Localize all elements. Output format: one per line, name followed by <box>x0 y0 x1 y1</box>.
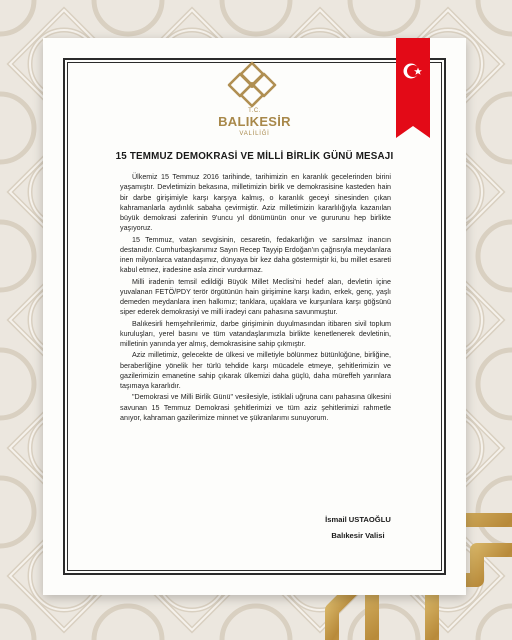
paragraph: Balıkesirli hemşehrilerimiz, darbe girişiminin duyulmasından itibaren sivil toplum kuruluşları, yerel basını ve tüm vatandaşlarımızla birlikte kenetlenerek devletinin, milletinin yanında yer almış, demokrasisine sahip çıkmıştır. <box>120 319 391 348</box>
message-paper <box>43 38 466 595</box>
message-title: 15 TEMMUZ DEMOKRASİ VE MİLLİ BİRLİK GÜNÜ MESAJI <box>115 151 394 162</box>
paragraph: Ülkemiz 15 Temmuz 2016 tarihinde, tarihimizin en karanlık gecelerinden birini yaşamıştır. Devletimizin bekasına, milletimizin birlik ve demokrasisine kasteden hain bir darbe girişimiyle karşı karşıya kalmış, o karanlık geceyi sinesinden çıkan kahramanlarla aydınlık sabaha çevirmiştir. Aziz milletimizin kararlılığıyla kazanılan büyük demokrasi zaferinin 9'uncu yıl dönümünün onur ve gururunu hep birlikte yaşıyoruz. <box>120 173 391 233</box>
paragraph: Milli iradenin temsil edildiği Büyük Millet Meclisi'ni hedef alan, devletin içine yuvalanan FETÖ/PDY terör örgütünün hain girişimine karşı kadın, erkek, genç, yaşlı demeden meydanlara inen halkımız; tanklara, uçaklara ve kurşunlara karşı göğsünü siper ederek demokrasiyi ve milli iradeyi canı pahasına savunmuştur. <box>120 277 391 317</box>
signatory-name: İsmail USTAOĞLU <box>325 515 391 524</box>
paragraph: Aziz milletimiz, gelecekte de ülkesi ve milletiyle bölünmez bütünlüğüne, birliğine, beraberliğine yönelik her türlü tehdide karşı mücadele etmeye, şehitlerimizin ve gazilerimizin emanetine sahip çıkarak ülkemizi daha güçlü, daha müreffeh yarınlara taşımaya kararlıdır. <box>120 351 391 390</box>
governorship-label: VALİLİĞİ <box>239 131 270 137</box>
paragraph: "Demokrasi ve Milli Birlik Günü" vesilesiyle, istiklali uğruna canı pahasına ülkesini savunan 15 Temmuz Demokrasi şehitlerimizi ve tüm aziz şehitlerimizi rahmetle anıyor, kahraman gazilerimize minnet ve şükranlarımı sunuyorum. <box>120 393 391 422</box>
message-body <box>120 172 391 424</box>
balikesir-knot-logo-icon <box>226 60 278 108</box>
signatory-position: Balıkesir Valisi <box>331 531 385 540</box>
tc-label: T.C. <box>248 108 261 114</box>
paragraph: 15 Temmuz, vatan sevgisinin, cesaretin, fedakarlığın ve sarsılmaz inancın destanıdır. Cumhurbaşkanımız Sayın Recep Tayyip Erdoğan'ın çağrısıyla meydanlara inen milyonlarca vatandaşımız, dünyaya bir kez daha göstermiştir ki, bu millet esareti kabul etmez, iradesine asla zincir vurdurmaz. <box>120 235 391 275</box>
city-name: BALIKESİR <box>218 114 291 129</box>
signature-block <box>303 512 413 544</box>
